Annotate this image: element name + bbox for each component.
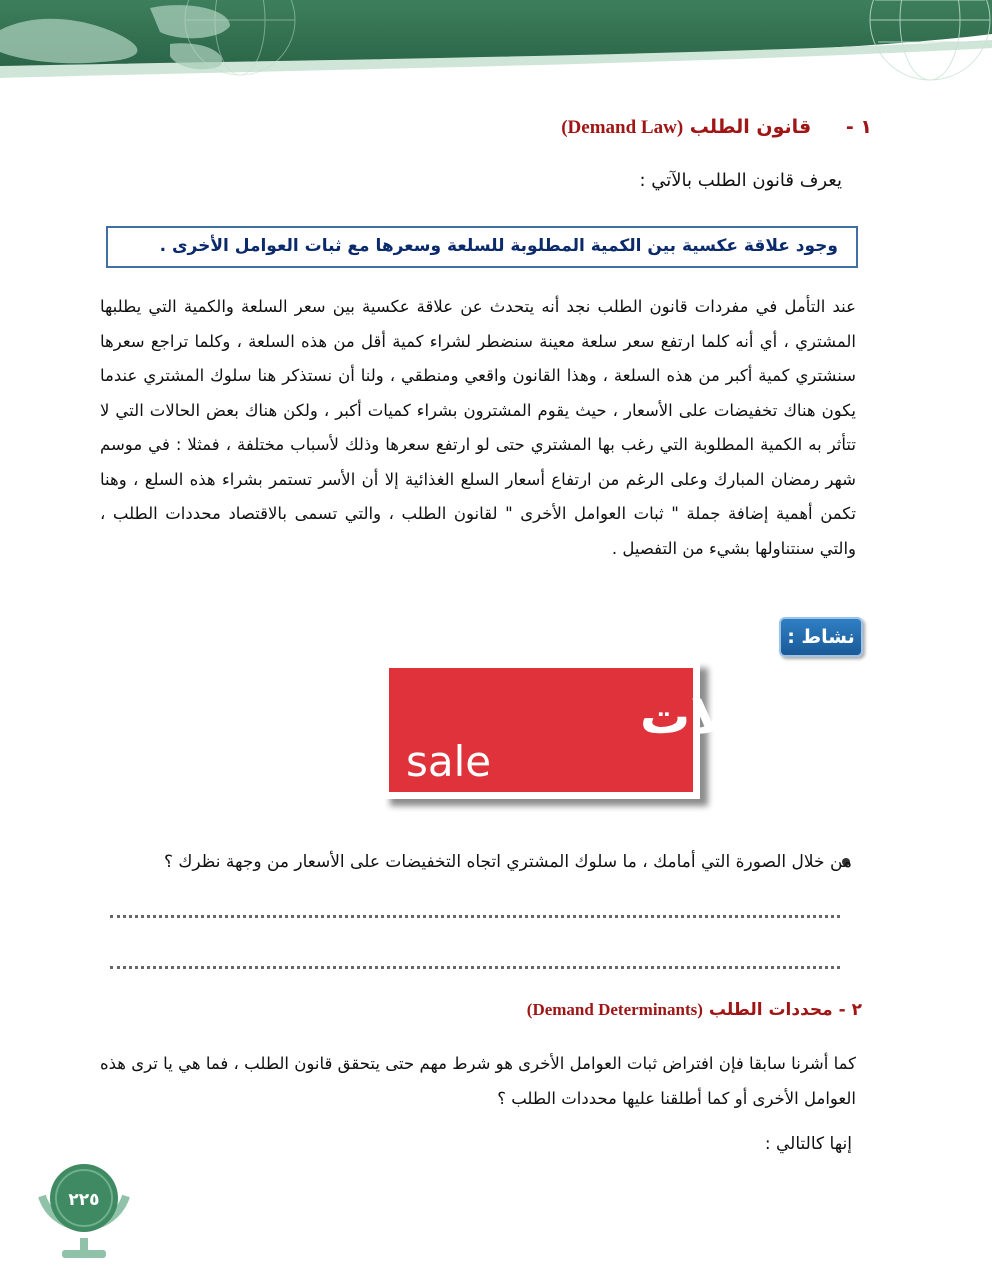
sale-text-ar: تنزيلات xyxy=(640,687,818,745)
sale-text-en: sale xyxy=(406,737,492,786)
section1-heading xyxy=(472,116,872,139)
section2-number: ٢ - xyxy=(838,1000,862,1020)
section2-closing: إنها كالتالي : xyxy=(764,1134,852,1154)
section1-paragraph: عند التأمل في مفردات قانون الطلب نجد أنه يتحدث عن علاقة عكسية بين سعر السلعة والكمية التي يطلبها المشتري ، أي أنه كلما ارتفع سعر سلعة معينة سنضطر لشراء كمية أقل من هذه السلعة ، وكلما تراجع سعرها سنشتري كمية أكبر من هذه السلعة ، وهذا القانون واقعي ومنطقي ، ولنا أن نستذكر هنا سلوك المشتري عندما يكون هناك تخفيضات على الأسعار ، حيث يقوم المشترون بشراء كميات أكبر ، ولكن هناك بعض الحالات التي لا تتأثر به الكمية المطلوبة التي رغب بها المشتري حتى لو ارتفع سعرها وذلك لأسباب مختلفة ، فمثلا : في موسم شهر رمضان المبارك وعلى الرغم من ارتفاع أسعار السلع الغذائية إلا أن الأسر تستمر بشراء هذه السلع ، وهنا تكمن أهمية إضافة جملة " ثبات العوامل الأخرى " لقانون الطلب ، والتي تسمى بالاقتصاد محددات الطلب ، والتي سنتناولها بشيء من التفصيل . xyxy=(100,297,856,558)
definition-text: وجود علاقة عكسية بين الكمية المطلوبة للسلعة وسعرها مع ثبات العوامل الأخرى . xyxy=(159,236,838,256)
page-number: ٢٢٥ xyxy=(68,1190,100,1210)
section1-title-ar: قانون الطلب xyxy=(689,116,812,138)
activity-label: نشاط : xyxy=(779,617,863,657)
world-map-banner-graphic xyxy=(0,0,992,82)
section1-intro: يعرف قانون الطلب بالآتي : xyxy=(639,170,842,191)
activity-question: من خلال الصورة التي أمامك ، ما سلوك المشتري اتجاه التخفيضات على الأسعار من وجهة نظرك ؟ xyxy=(163,852,852,872)
section2-paragraph: كما أشرنا سابقا فإن افتراض ثبات العوامل الأخرى هو شرط مهم حتى يتحقق قانون الطلب ، فما هي يا ترى هذه العوامل الأخرى أو كما أطلقنا عليها محددات الطلب ؟ xyxy=(100,1054,856,1108)
section1-title-en: (Demand Law) xyxy=(561,117,684,138)
sale-sign-graphic xyxy=(382,661,818,799)
header-banner xyxy=(0,0,992,82)
section2-heading xyxy=(262,1000,862,1020)
globe-icon xyxy=(32,1160,136,1264)
section1-number: ١ - xyxy=(845,116,872,138)
answer-line-1[interactable] xyxy=(110,909,840,918)
section2-title-en: (Demand Determinants) xyxy=(526,1000,703,1019)
definition-box xyxy=(106,226,858,268)
answer-line-2[interactable] xyxy=(110,960,840,969)
sale-image xyxy=(382,661,818,799)
page-number-badge xyxy=(32,1160,136,1264)
section2-title-ar: محددات الطلب xyxy=(708,1000,833,1020)
